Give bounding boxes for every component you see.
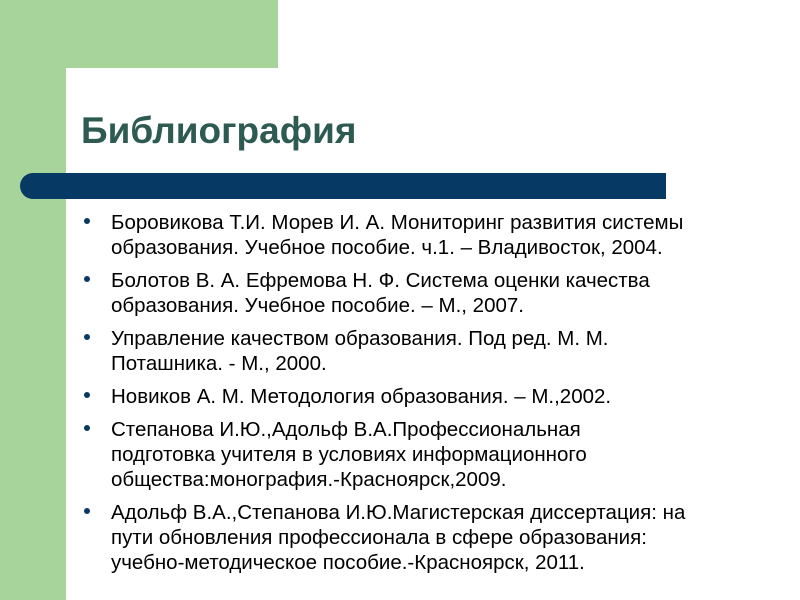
- bibliography-item: [84, 326, 764, 376]
- left-decorative-band: [0, 0, 66, 600]
- bibliography-line: Управление качеством образования. Под ред. М. М.: [111, 327, 609, 350]
- bibliography-item: [84, 210, 764, 260]
- bibliography-line: подготовка учителя в условиях информационного: [111, 443, 587, 466]
- bullet-icon: [84, 276, 90, 282]
- bibliography-list: [84, 210, 764, 583]
- bibliography-item: [84, 268, 764, 318]
- bibliography-line: Новиков А. М. Методология образования. – М.,2002.: [111, 385, 612, 408]
- bibliography-line: Боровикова Т.И. Морев И. А. Мониторинг развития системы: [111, 211, 684, 234]
- bibliography-line: образования. Учебное пособие. – М., 2007.: [111, 294, 524, 317]
- bullet-icon: [84, 392, 90, 398]
- bibliography-line: учебно-методическое пособие.-Красноярск, 2011.: [111, 551, 585, 574]
- bullet-icon: [84, 218, 90, 224]
- bibliography-line: Поташника. - М., 2000.: [111, 352, 327, 375]
- bullet-icon: [84, 334, 90, 340]
- bibliography-line: пути обновления профессионала в сфере образования:: [111, 526, 647, 549]
- top-decorative-band: [0, 0, 278, 68]
- bullet-icon: [84, 425, 90, 431]
- title-divider-bar: [20, 173, 666, 199]
- bibliography-line: Болотов В. А. Ефремова Н. Ф. Система оценки качества: [111, 269, 650, 292]
- bibliography-line: Адольф В.А.,Степанова И.Ю.Магистерская диссертация: на: [111, 501, 686, 524]
- bibliography-item: [84, 500, 764, 575]
- bibliography-item: [84, 384, 764, 409]
- slide-title: Библиография: [81, 110, 357, 151]
- bibliography-line: общества:монография.-Красноярск,2009.: [111, 468, 507, 491]
- bibliography-item: [84, 417, 764, 492]
- bibliography-line: образования. Учебное пособие. ч.1. – Владивосток, 2004.: [111, 236, 663, 259]
- bibliography-line: Степанова И.Ю.,Адольф В.А.Профессиональная: [111, 418, 581, 441]
- bullet-icon: [84, 508, 90, 514]
